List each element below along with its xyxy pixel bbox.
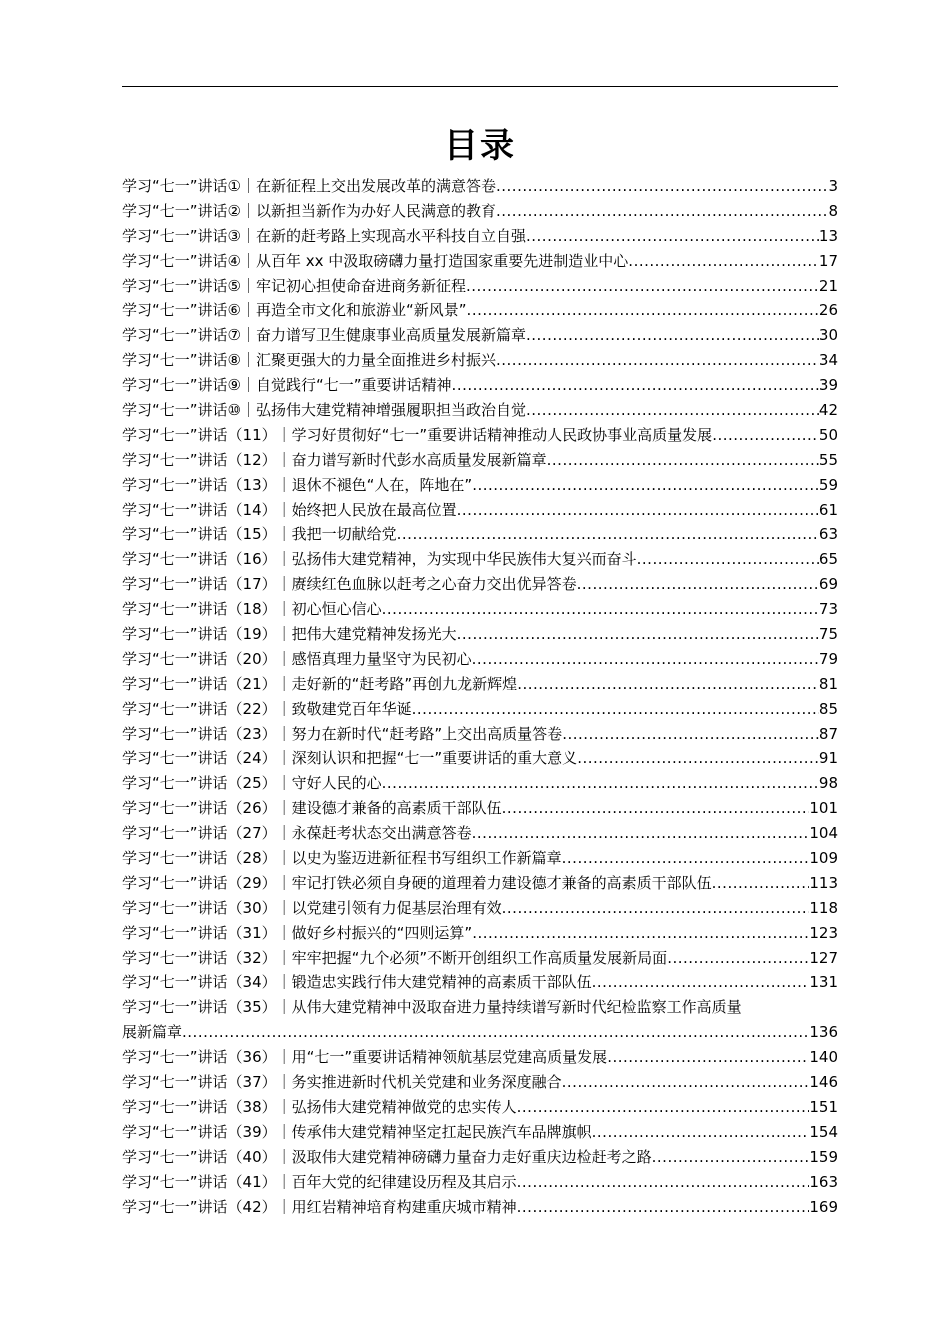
toc-entry[interactable] <box>122 1045 838 1070</box>
dot-leader <box>577 746 819 771</box>
toc-entry-title: 学习“七一”讲话③｜在新的赶考路上实现高水平科技自立自强 <box>122 226 526 245</box>
toc-entry[interactable] <box>122 1145 838 1170</box>
toc-entry[interactable] <box>122 722 838 747</box>
toc-page-number: 39 <box>818 376 838 395</box>
toc-entry[interactable] <box>122 448 838 473</box>
toc-page-number: 42 <box>818 401 838 419</box>
dot-leader <box>577 572 819 597</box>
toc-entry-title: 学习“七一”讲话（28）｜以史为鉴迈进新征程书写组织工作新篇章 <box>122 849 562 868</box>
toc-entry[interactable] <box>122 473 838 498</box>
toc-entry-title: 学习“七一”讲话（13）｜退休不褪色“人在，阵地在” <box>122 475 473 494</box>
toc-page-number: 69 <box>818 575 838 594</box>
dot-leader <box>667 946 809 971</box>
toc-page-number: 17 <box>818 251 838 270</box>
toc-entry-title: 学习“七一”讲话（12）｜奋力谱写新时代彭水高质量发展新篇章 <box>122 450 547 469</box>
toc-entry[interactable] <box>122 971 838 996</box>
dot-leader <box>382 597 819 622</box>
toc-page-number: 140 <box>809 1048 838 1067</box>
dot-leader <box>652 1145 810 1170</box>
toc-entry[interactable] <box>122 846 838 871</box>
toc-page-number: 169 <box>809 1197 838 1216</box>
dot-leader <box>517 1095 810 1120</box>
toc-page-number: 131 <box>809 973 838 992</box>
dot-leader <box>712 871 810 896</box>
dot-leader <box>628 249 819 274</box>
dot-leader <box>517 1170 810 1195</box>
toc-page-number: 159 <box>809 1147 838 1166</box>
dot-leader <box>182 1020 809 1045</box>
toc-entry-title: 学习“七一”讲话（35）｜从伟大建党精神中汲取奋进力量持续谱写新时代纪检监察工作高质量 <box>122 998 742 1017</box>
dot-leader <box>457 498 819 523</box>
toc-entry[interactable] <box>122 224 838 249</box>
dot-leader <box>457 622 819 647</box>
toc-page-number: 21 <box>818 276 838 295</box>
toc-entry-title: 学习“七一”讲话⑤｜牢记初心担使命奋进商务新征程 <box>122 276 466 295</box>
toc-page-number: 98 <box>818 774 838 793</box>
toc-page-number: 34 <box>818 351 838 370</box>
toc-page-number: 63 <box>818 525 838 544</box>
toc-entry-title: 学习“七一”讲话（39）｜传承伟大建党精神坚定扛起民族汽车品牌旗帜 <box>122 1122 592 1141</box>
dot-leader <box>466 274 819 299</box>
toc-entry-title: 学习“七一”讲话（26）｜建设德才兼备的高素质干部队伍 <box>122 799 502 818</box>
dot-leader <box>452 373 819 398</box>
toc-entry[interactable] <box>122 771 838 796</box>
toc-page-number: 113 <box>809 873 838 892</box>
toc-entry[interactable] <box>122 373 838 398</box>
toc-entry-title: 学习“七一”讲话（25）｜守好人民的心 <box>122 774 382 793</box>
toc-entry[interactable] <box>122 1195 838 1220</box>
toc-entry-title: 学习“七一”讲话（30）｜以党建引领有力促基层治理有效 <box>122 898 502 917</box>
toc-page-number: 30 <box>818 326 838 345</box>
header-rule <box>122 86 838 87</box>
toc-entry[interactable] <box>122 423 838 448</box>
dot-leader <box>472 921 809 946</box>
toc-page-number: 81 <box>818 674 838 693</box>
dot-leader <box>562 846 810 871</box>
toc-entry-title: 学习“七一”讲话（24）｜深刻认识和把握“七一”重要讲话的重大意义 <box>122 749 578 768</box>
toc-entry[interactable] <box>122 174 838 199</box>
toc-entry[interactable] <box>122 398 838 423</box>
toc-entry-title: 学习“七一”讲话（42）｜用红岩精神培育构建重庆城市精神 <box>122 1197 517 1216</box>
toc-entry[interactable] <box>122 274 838 299</box>
toc-entry[interactable] <box>122 1170 838 1195</box>
toc-page-number: 136 <box>809 1023 838 1042</box>
dot-leader <box>502 896 810 921</box>
dot-leader <box>502 796 810 821</box>
toc-page-number: 8 <box>828 201 838 220</box>
toc-entry[interactable] <box>122 572 838 597</box>
toc-entry-title: 学习“七一”讲话（17）｜赓续红色血脉以赶考之心奋力交出优异答卷 <box>122 575 577 594</box>
dot-leader <box>526 398 819 423</box>
dot-leader <box>526 224 819 249</box>
toc-page-number: 65 <box>818 550 838 569</box>
toc-entry[interactable] <box>122 821 838 846</box>
toc-entry[interactable] <box>122 697 838 722</box>
toc-page-number: 91 <box>818 749 838 768</box>
toc-page-number: 85 <box>818 699 838 718</box>
toc-entry-title: 学习“七一”讲话⑩｜弘扬伟大建党精神增强履职担当政治自觉 <box>122 401 526 419</box>
toc-entry[interactable] <box>122 1095 838 1120</box>
dot-leader <box>397 522 819 547</box>
toc-entry[interactable] <box>122 622 838 647</box>
dot-leader <box>592 971 810 996</box>
toc-entry-title: 学习“七一”讲话（32）｜牢牢把握“九个必须”不断开创组织工作高质量发展新局面 <box>122 948 668 967</box>
toc-page-number: 87 <box>818 724 838 743</box>
dot-leader <box>496 348 819 373</box>
dot-leader <box>517 672 819 697</box>
toc-entry[interactable] <box>122 921 838 946</box>
toc-page-number: 50 <box>818 425 838 444</box>
toc-entry-title: 学习“七一”讲话②｜以新担当新作为办好人民满意的教育 <box>122 201 496 220</box>
toc-entry[interactable] <box>122 298 838 323</box>
toc-page-number: 73 <box>818 600 838 619</box>
dot-leader <box>496 199 828 224</box>
dot-leader <box>607 1045 809 1070</box>
toc-entry-title: 学习“七一”讲话⑦｜奋力谱写卫生健康事业高质量发展新篇章 <box>122 326 526 345</box>
toc-entry[interactable] <box>122 597 838 622</box>
toc-entry[interactable] <box>122 1120 838 1145</box>
dot-leader <box>472 473 819 498</box>
toc-entry-title: 学习“七一”讲话（40）｜汲取伟大建党精神磅礴力量奋力走好重庆边检赶考之路 <box>122 1147 652 1166</box>
toc-entry-title: 学习“七一”讲话⑥｜再造全市文化和旅游业“新风景” <box>122 301 467 320</box>
toc-page-number: 118 <box>809 898 838 917</box>
toc-page-number: 104 <box>809 824 838 843</box>
toc-entry-title: 学习“七一”讲话①｜在新征程上交出发展改革的满意答卷 <box>122 176 496 195</box>
toc-page-number: 151 <box>809 1097 838 1116</box>
toc-entry-title: 学习“七一”讲话（41）｜百年大党的纪律建设历程及其启示 <box>122 1172 517 1191</box>
toc-entry[interactable] <box>122 995 838 1045</box>
toc-entry-title: 学习“七一”讲话④｜从百年 xx 中汲取磅礴力量打造国家重要先进制造业中心 <box>122 251 629 270</box>
toc-entry-title: 学习“七一”讲话⑧｜汇聚更强大的力量全面推进乡村振兴 <box>122 351 496 370</box>
toc-page-number: 55 <box>818 450 838 469</box>
toc-entry-title: 学习“七一”讲话（19）｜把伟大建党精神发扬光大 <box>122 625 457 644</box>
toc-entry-title: 学习“七一”讲话（38）｜弘扬伟大建党精神做党的忠实传人 <box>122 1097 517 1116</box>
dot-leader <box>562 722 819 747</box>
toc-page-number: 79 <box>818 649 838 668</box>
toc-entry-title: 学习“七一”讲话（34）｜锻造忠实践行伟大建党精神的高素质干部队伍 <box>122 973 592 992</box>
toc-entry-title: 学习“七一”讲话（18）｜初心恒心信心 <box>122 600 382 619</box>
toc-entry[interactable] <box>122 199 838 224</box>
toc-entry-title: 学习“七一”讲话（21）｜走好新的“赶考路”再创九龙新辉煌 <box>122 674 518 693</box>
dot-leader <box>412 697 819 722</box>
toc-page-number: 59 <box>818 475 838 494</box>
toc-entry-title: 学习“七一”讲话（14）｜始终把人民放在最高位置 <box>122 500 457 519</box>
toc-entry-title: 学习“七一”讲话（36）｜用“七一”重要讲话精神领航基层党建高质量发展 <box>122 1048 608 1067</box>
toc-entry-title: 学习“七一”讲话（15）｜我把一切献给党 <box>122 525 397 544</box>
toc-page-number: 154 <box>809 1122 838 1141</box>
dot-leader <box>467 298 819 323</box>
toc-entry[interactable] <box>122 746 838 771</box>
toc-entry-title: 学习“七一”讲话（31）｜做好乡村振兴的“四则运算” <box>122 923 473 942</box>
toc-entry-title: 学习“七一”讲话（22）｜致敬建党百年华诞 <box>122 699 412 718</box>
toc-page-number: 101 <box>809 799 838 818</box>
dot-leader <box>637 547 819 572</box>
toc-entry-title: 学习“七一”讲话（11）｜学习好贯彻好“七一”重要讲话精神推动人民政协事业高质量发展 <box>122 425 713 444</box>
dot-leader <box>472 821 810 846</box>
toc-page-number: 26 <box>818 301 838 320</box>
dot-leader <box>592 1120 810 1145</box>
toc-page-number: 75 <box>818 625 838 644</box>
toc-entry-title: 学习“七一”讲话（16）｜弘扬伟大建党精神，为实现中华民族伟大复兴而奋斗 <box>122 550 637 569</box>
toc-title: 目录 <box>444 126 516 166</box>
toc-page-number: 163 <box>809 1172 838 1191</box>
toc-page-number: 127 <box>809 948 838 967</box>
toc-entry[interactable] <box>122 647 838 672</box>
toc-entry-title: 学习“七一”讲话⑨｜自觉践行“七一”重要讲话精神 <box>122 376 452 395</box>
toc-page-number: 123 <box>809 923 838 942</box>
dot-leader <box>382 771 819 796</box>
toc-entry[interactable] <box>122 547 838 572</box>
toc-entry-title: 学习“七一”讲话（23）｜努力在新时代“赶考路”上交出高质量答卷 <box>122 724 563 743</box>
toc-entry[interactable] <box>122 946 838 971</box>
toc-entry[interactable] <box>122 348 838 373</box>
dot-leader <box>712 423 819 448</box>
dot-leader <box>496 174 828 199</box>
toc-entry[interactable] <box>122 896 838 921</box>
toc-entry-title-continued: 展新篇章 <box>122 1023 183 1042</box>
dot-leader <box>562 1070 810 1095</box>
toc-entry[interactable] <box>122 672 838 697</box>
toc-entry[interactable] <box>122 1070 838 1095</box>
dot-leader <box>517 1195 810 1220</box>
toc-entry[interactable] <box>122 498 838 523</box>
dot-leader <box>472 647 819 672</box>
toc-entry[interactable] <box>122 323 838 348</box>
toc-entry-title: 学习“七一”讲话（27）｜永葆赶考状态交出满意答卷 <box>122 824 472 843</box>
toc-page-number: 13 <box>818 226 838 245</box>
dot-leader <box>526 323 819 348</box>
toc-entry-title: 学习“七一”讲话（29）｜牢记打铁必须自身硬的道理着力建设德才兼备的高素质干部队伍 <box>122 873 712 892</box>
toc-entry[interactable] <box>122 249 838 274</box>
table-of-contents <box>122 174 838 1219</box>
toc-entry[interactable] <box>122 796 838 821</box>
toc-page-number: 146 <box>809 1073 838 1092</box>
toc-page-number: 109 <box>809 849 838 868</box>
toc-page-number: 3 <box>828 176 838 195</box>
toc-entry-title: 学习“七一”讲话（20）｜感悟真理力量坚守为民初心 <box>122 649 472 668</box>
toc-entry[interactable] <box>122 522 838 547</box>
dot-leader <box>547 448 819 473</box>
toc-page-number: 61 <box>818 500 838 519</box>
toc-entry[interactable] <box>122 871 838 896</box>
toc-entry-title: 学习“七一”讲话（37）｜务实推进新时代机关党建和业务深度融合 <box>122 1073 562 1092</box>
